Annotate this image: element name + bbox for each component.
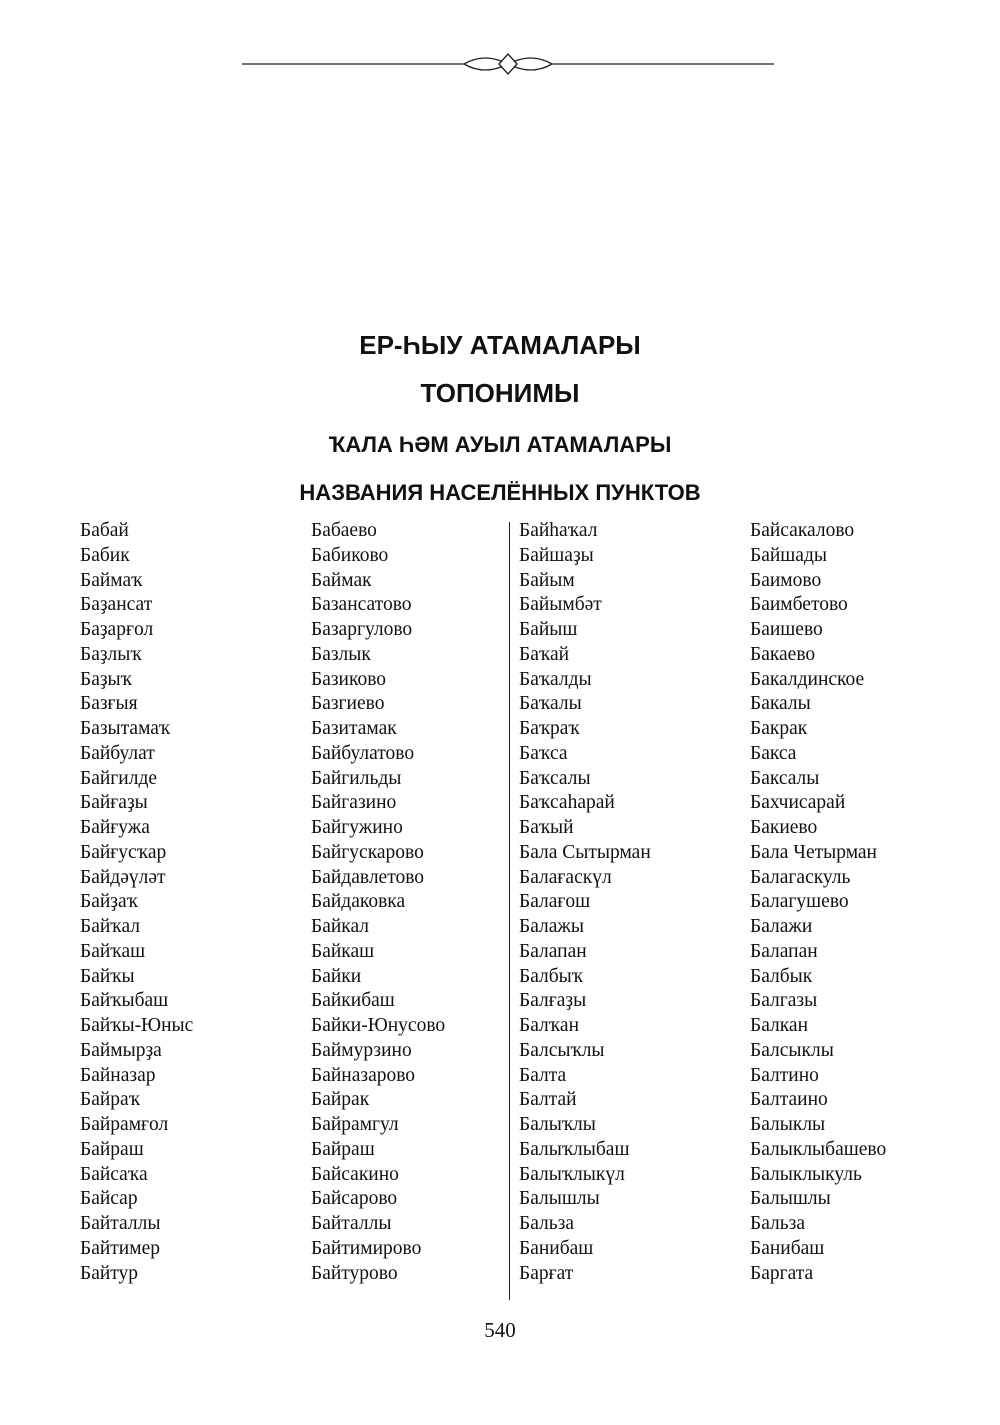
toponym-entry: Балыҡлыбаш: [519, 1138, 630, 1160]
toponym-entry: Баҡай: [519, 643, 570, 665]
toponym-entry: Баймаҡ: [80, 569, 143, 591]
toponym-entry: Балапан: [519, 940, 587, 962]
toponym-entry: Бакаево: [750, 643, 816, 665]
toponym-entry: Балагушево: [750, 891, 849, 913]
toponym-entry: Байтимер: [80, 1237, 160, 1259]
toponym-entry: Базансатово: [311, 594, 412, 616]
toponym-entry: Балта: [519, 1064, 567, 1086]
toponym-entry: Балыҡлы: [519, 1114, 596, 1135]
toponym-entry: Баҡраҡ: [519, 718, 580, 739]
toponym-entry: Баҙлыҡ: [80, 643, 142, 665]
toponym-entry: Балтино: [750, 1064, 819, 1086]
subtitle-bashkir: ҠАЛА ҺӘМ АУЫЛ АТАМАЛАРЫ: [328, 432, 672, 457]
toponym-entry: Бабаево: [311, 520, 377, 541]
toponym-entry: Балышлы: [750, 1188, 831, 1210]
toponym-entry: Байшады: [750, 544, 827, 566]
toponym-entry: Баргата: [750, 1262, 814, 1284]
toponym-entry: Байгужино: [311, 817, 403, 838]
toponym-entry: Баҡый: [519, 817, 574, 838]
toponym-entry: Байым: [519, 569, 575, 591]
toponym-entry: Байсаҡа: [80, 1163, 148, 1185]
toponym-entry: Баҡсаһарай: [519, 792, 615, 814]
toponym-entry: Баҡса: [519, 742, 568, 764]
toponym-entry: Байсарово: [311, 1188, 398, 1210]
toponym-entry: Байкибаш: [311, 990, 395, 1012]
subtitle-russian: НАЗВАНИЯ НАСЕЛЁННЫХ ПУНКТОВ: [299, 480, 701, 505]
toponym-entry: Байсакино: [311, 1163, 399, 1185]
toponym-entry: Баймак: [311, 569, 372, 591]
column-left-russian: [311, 519, 445, 1286]
title-russian: ТОПОНИМЫ: [420, 378, 580, 408]
toponym-entry: Бакса: [750, 742, 797, 764]
toponym-entry: Балышлы: [519, 1188, 600, 1210]
toponym-entry: Бала Четырман: [750, 841, 877, 863]
toponym-entry: Балапан: [750, 940, 818, 962]
toponym-entry: Байһаҡал: [519, 520, 598, 541]
column-divider: [509, 522, 510, 1300]
toponym-entry: Байҡал: [80, 916, 141, 937]
toponym-entry: Бальза: [750, 1213, 806, 1234]
toponym-entry: Бахчисарай: [750, 792, 846, 814]
toponym-entry: Базиково: [311, 668, 387, 690]
toponym-entry: Байки: [311, 965, 362, 987]
toponym-entry: Байҡаш: [80, 940, 146, 962]
toponym-entry: Базитамак: [311, 718, 397, 739]
toponym-entry: Байрамғол: [80, 1114, 169, 1135]
toponym-entry: Балҡан: [519, 1015, 580, 1036]
toponym-entry: Баҡалы: [519, 693, 582, 715]
toponym-entry: Балыклы: [750, 1114, 826, 1135]
toponym-entry: Байраш: [80, 1138, 144, 1160]
toponym-entry: Бабай: [80, 520, 129, 541]
column-right-bashkir: [519, 519, 651, 1286]
toponym-entry: Балажи: [750, 916, 813, 937]
toponym-entry: Байҙаҡ: [80, 891, 138, 913]
toponym-entry: Байрак: [311, 1089, 370, 1111]
column-right-russian: [750, 519, 886, 1286]
toponym-entry: Бабиково: [311, 544, 389, 566]
toponym-entry: Базғыя: [80, 693, 138, 715]
toponym-entry: Балажы: [519, 916, 584, 937]
toponym-entry: Базлык: [311, 643, 371, 665]
toponym-entry: Байгилде: [80, 767, 158, 789]
toponym-entry: Байраҡ: [80, 1089, 140, 1111]
toponym-entry: Баҡсалы: [519, 767, 591, 789]
toponym-entry: Баймырҙа: [80, 1039, 162, 1061]
toponym-entry: Байкал: [311, 916, 370, 937]
toponym-entry: Байтимирово: [311, 1237, 422, 1259]
toponym-entry: Байдавлетово: [311, 866, 425, 888]
toponym-entry: Балсыклы: [750, 1039, 834, 1061]
toponym-entry: Байымбәт: [519, 594, 602, 616]
toponym-entry: Балыҡлыкүл: [519, 1163, 625, 1185]
title-bashkir: ЕР-ҺЫУ АТАМАЛАРЫ: [359, 330, 641, 360]
toponym-entry: Бакиево: [750, 817, 818, 838]
toponym-entry: Бакалы: [750, 693, 811, 715]
toponym-entry: Байки-Юнусово: [311, 1015, 446, 1036]
toponym-entry: Байыш: [519, 619, 578, 640]
toponym-entry: Байсакалово: [750, 520, 855, 541]
toponym-entry: Байталлы: [80, 1213, 161, 1234]
toponym-entry: Байшаҙы: [519, 544, 594, 566]
toponym-entry: Байкаш: [311, 940, 375, 962]
toponym-entry: Баҙарғол: [80, 619, 154, 640]
toponym-entry: Байбулат: [80, 742, 155, 764]
toponym-entry: Балғаҙы: [519, 990, 587, 1012]
toponym-entry: Балгазы: [750, 990, 818, 1012]
toponym-entry: Баксалы: [750, 767, 820, 789]
ornament-divider: [242, 50, 774, 78]
toponym-entry: Балағаскүл: [519, 866, 612, 888]
toponym-entry: Барғат: [519, 1262, 574, 1284]
toponym-entry: Байгильды: [311, 767, 402, 789]
toponym-entry: Базаргулово: [311, 619, 413, 640]
toponym-entry: Байҡы-Юныс: [80, 1015, 194, 1036]
toponym-entry: Банибаш: [519, 1237, 594, 1259]
toponym-entry: Байталлы: [311, 1213, 392, 1234]
toponym-entry: Баимбетово: [750, 594, 848, 616]
toponym-entry: Бакрак: [750, 718, 808, 739]
toponym-entry: Байгазино: [311, 792, 397, 814]
toponym-entry: Байсар: [80, 1188, 138, 1210]
toponym-entry: Бала Сытырман: [519, 841, 651, 863]
toponym-entry: Балтай: [519, 1089, 577, 1111]
toponym-entry: Балыклыбашево: [750, 1138, 887, 1160]
toponym-entry: Бакалдинское: [750, 668, 865, 690]
toponym-entry: Байдәүләт: [80, 866, 166, 888]
toponym-entry: Базгиево: [311, 693, 385, 715]
toponym-entry: Байғаҙы: [80, 792, 148, 814]
toponym-entry: Баишево: [750, 619, 823, 640]
toponym-entry: Байтурово: [311, 1262, 398, 1284]
toponym-entry: Баймурзино: [311, 1039, 412, 1061]
toponym-entry: Байтур: [80, 1262, 139, 1284]
toponym-entry: Балкан: [750, 1015, 809, 1036]
toponym-entry: Байгускарово: [311, 841, 424, 863]
toponym-entry: Байҡы: [80, 965, 135, 987]
toponym-entry: Баҡалды: [519, 668, 592, 690]
toponym-entry: Баҙыҡ: [80, 668, 132, 690]
toponym-entry: Баҙансат: [80, 594, 153, 616]
toponym-entry: Балбык: [750, 965, 813, 987]
toponym-entry: Базытамаҡ: [80, 718, 171, 739]
toponym-entry: Байрамгул: [311, 1114, 399, 1135]
toponym-entry: Балтаино: [750, 1089, 828, 1111]
toponym-entry: Байғусҡар: [80, 841, 167, 863]
page-number: 540: [484, 1318, 516, 1342]
toponym-entry: Байназарово: [311, 1064, 416, 1086]
toponym-entry: Баимово: [750, 569, 822, 591]
toponym-entry: Байбулатово: [311, 742, 415, 764]
toponym-entry: Бальза: [519, 1213, 575, 1234]
toponym-entry: Банибаш: [750, 1237, 825, 1259]
toponym-entry: Балыклыкуль: [750, 1163, 862, 1185]
toponym-entry: Балагаскуль: [750, 866, 851, 888]
toponym-entry: Байназар: [80, 1064, 156, 1086]
toponym-entry: Балбыҡ: [519, 965, 583, 987]
column-left-bashkir: [80, 519, 193, 1286]
toponym-entry: Балағош: [519, 891, 591, 913]
toponym-entry: Бабик: [80, 544, 130, 566]
toponym-entry: Байдаковка: [311, 891, 406, 913]
toponym-entry: Балсыҡлы: [519, 1039, 605, 1061]
toponym-entry: Байҡыбаш: [80, 990, 169, 1012]
toponym-entry: Байраш: [311, 1138, 375, 1160]
toponym-entry: Байғужа: [80, 817, 150, 838]
